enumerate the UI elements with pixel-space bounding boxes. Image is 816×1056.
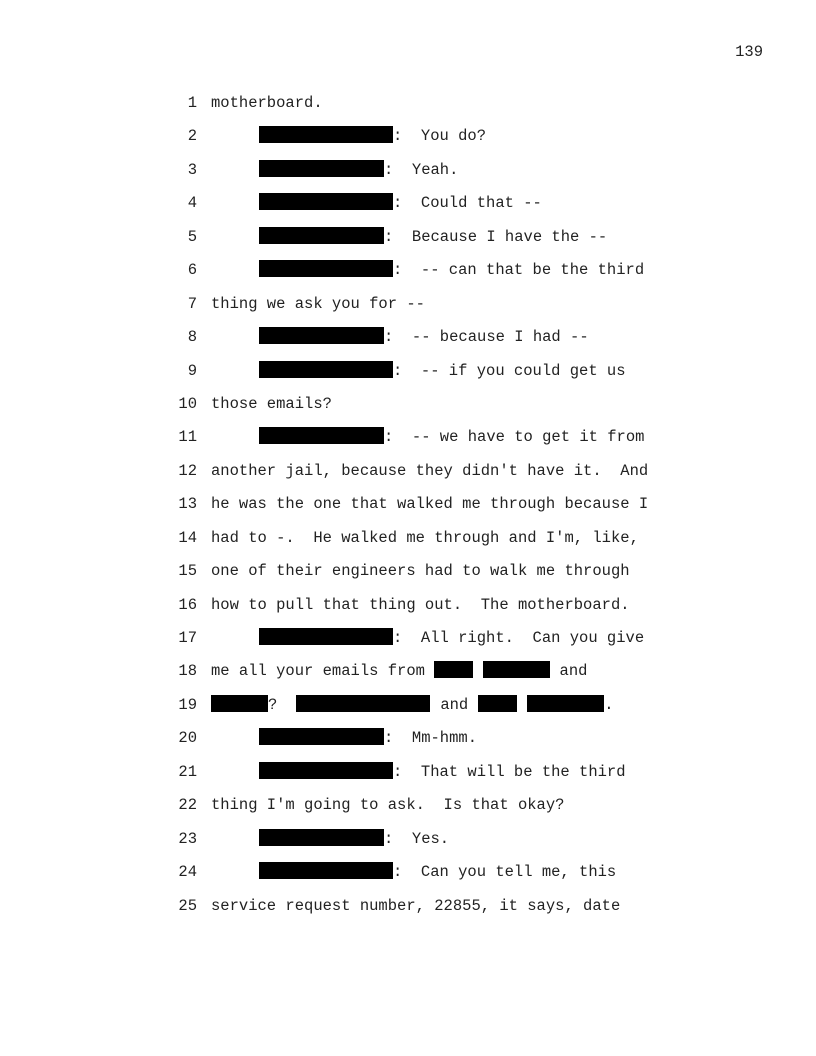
redacted-speaker <box>259 126 393 143</box>
transcript-line <box>0 160 816 193</box>
line-text: ? <box>268 695 278 714</box>
redacted-speaker <box>259 628 393 645</box>
redacted-speaker <box>259 260 393 277</box>
transcript-line <box>0 595 816 628</box>
line-text: had to -. He walked me through and I'm, like, <box>211 528 639 547</box>
transcript-line <box>0 528 816 561</box>
redacted-name <box>211 695 268 712</box>
line-text: motherboard. <box>211 94 323 112</box>
line-number: 22 <box>178 796 197 815</box>
line-text: : Mm-hmm. <box>384 729 478 748</box>
redacted-speaker <box>259 227 384 244</box>
line-number: 20 <box>178 729 197 748</box>
line-text: thing we ask you for -- <box>211 294 425 313</box>
redacted-speaker <box>259 728 384 745</box>
redacted-speaker <box>259 327 384 344</box>
redacted-name <box>478 695 517 712</box>
line-text: : -- because I had -- <box>384 328 589 347</box>
transcript-line <box>0 193 816 226</box>
line-number: 13 <box>178 495 197 514</box>
transcript-line <box>0 427 816 460</box>
line-text: : Because I have the -- <box>384 227 608 246</box>
line-text: thing I'm going to ask. Is that okay? <box>211 796 565 815</box>
line-text: : That will be the third <box>393 762 626 781</box>
line-number: 24 <box>178 863 197 882</box>
transcript-line <box>0 661 816 694</box>
line-text: : -- if you could get us <box>393 361 626 380</box>
line-number: 25 <box>178 896 197 915</box>
transcript-line <box>0 561 816 594</box>
line-text: and <box>440 695 469 714</box>
transcript-line <box>0 628 816 661</box>
line-number: 4 <box>187 194 197 213</box>
transcript-line <box>0 361 816 394</box>
line-text: : Yeah. <box>384 160 459 179</box>
redacted-name <box>434 661 473 678</box>
line-text: : Could that -- <box>393 194 542 213</box>
line-number: 3 <box>187 160 197 179</box>
line-number: 19 <box>178 695 197 714</box>
line-number: 18 <box>178 662 197 681</box>
redacted-name <box>483 661 550 678</box>
transcript-line <box>0 327 816 360</box>
redacted-speaker <box>259 160 384 177</box>
line-text: and <box>550 662 588 681</box>
line-number: 7 <box>187 294 197 313</box>
transcript-line <box>0 126 816 159</box>
transcript-line <box>0 695 816 728</box>
redacted-speaker <box>259 427 384 444</box>
line-number: 8 <box>187 328 197 347</box>
line-text: : -- can that be the third <box>393 261 645 280</box>
transcript-line <box>0 896 816 929</box>
redacted-speaker <box>259 361 393 378</box>
line-number: 5 <box>187 227 197 246</box>
transcript-line <box>0 260 816 293</box>
transcript-line <box>0 862 816 895</box>
transcript-line <box>0 227 816 260</box>
line-text: me all your emails from <box>211 662 435 681</box>
line-text: . <box>604 695 614 714</box>
line-text: : Can you tell me, this <box>393 863 617 882</box>
line-text: : You do? <box>393 127 487 146</box>
transcript-body <box>0 93 816 929</box>
line-number: 2 <box>187 127 197 146</box>
line-text: service request number, 22855, it says, date <box>211 896 621 915</box>
line-text: another jail, because they didn't have it. And <box>211 461 649 480</box>
transcript-line <box>0 762 816 795</box>
transcript-line <box>0 461 816 494</box>
line-number: 15 <box>178 562 197 581</box>
line-text: : Yes. <box>384 829 450 848</box>
line-number: 11 <box>178 428 197 447</box>
redacted-speaker <box>259 762 393 779</box>
line-text: how to pull that thing out. The motherboard. <box>211 595 630 614</box>
transcript-line <box>0 728 816 761</box>
redacted-speaker <box>259 829 384 846</box>
line-number: 10 <box>178 394 197 413</box>
line-text: : All right. Can you give <box>393 629 645 647</box>
line-text: one of their engineers had to walk me through <box>211 562 630 581</box>
line-number: 6 <box>187 261 197 280</box>
line-text: those emails? <box>211 394 332 413</box>
transcript-line <box>0 494 816 527</box>
redacted-name <box>527 695 604 712</box>
line-number: 9 <box>187 361 197 380</box>
page-number: 139 <box>735 43 763 61</box>
line-number: 12 <box>178 461 197 480</box>
transcript-line <box>0 394 816 427</box>
line-text: : -- we have to get it from <box>384 428 645 447</box>
line-number: 1 <box>187 94 197 112</box>
transcript-line <box>0 294 816 327</box>
transcript-line <box>0 829 816 862</box>
redacted-speaker <box>259 193 393 210</box>
line-text: he was the one that walked me through because I <box>211 495 649 514</box>
redacted-speaker <box>259 862 393 879</box>
line-number: 17 <box>178 629 197 647</box>
line-number: 14 <box>178 528 197 547</box>
transcript-line <box>0 93 816 126</box>
line-number: 16 <box>178 595 197 614</box>
line-number: 23 <box>178 829 197 848</box>
transcript-line <box>0 795 816 828</box>
redacted-name <box>296 695 430 712</box>
line-number: 21 <box>178 762 197 781</box>
